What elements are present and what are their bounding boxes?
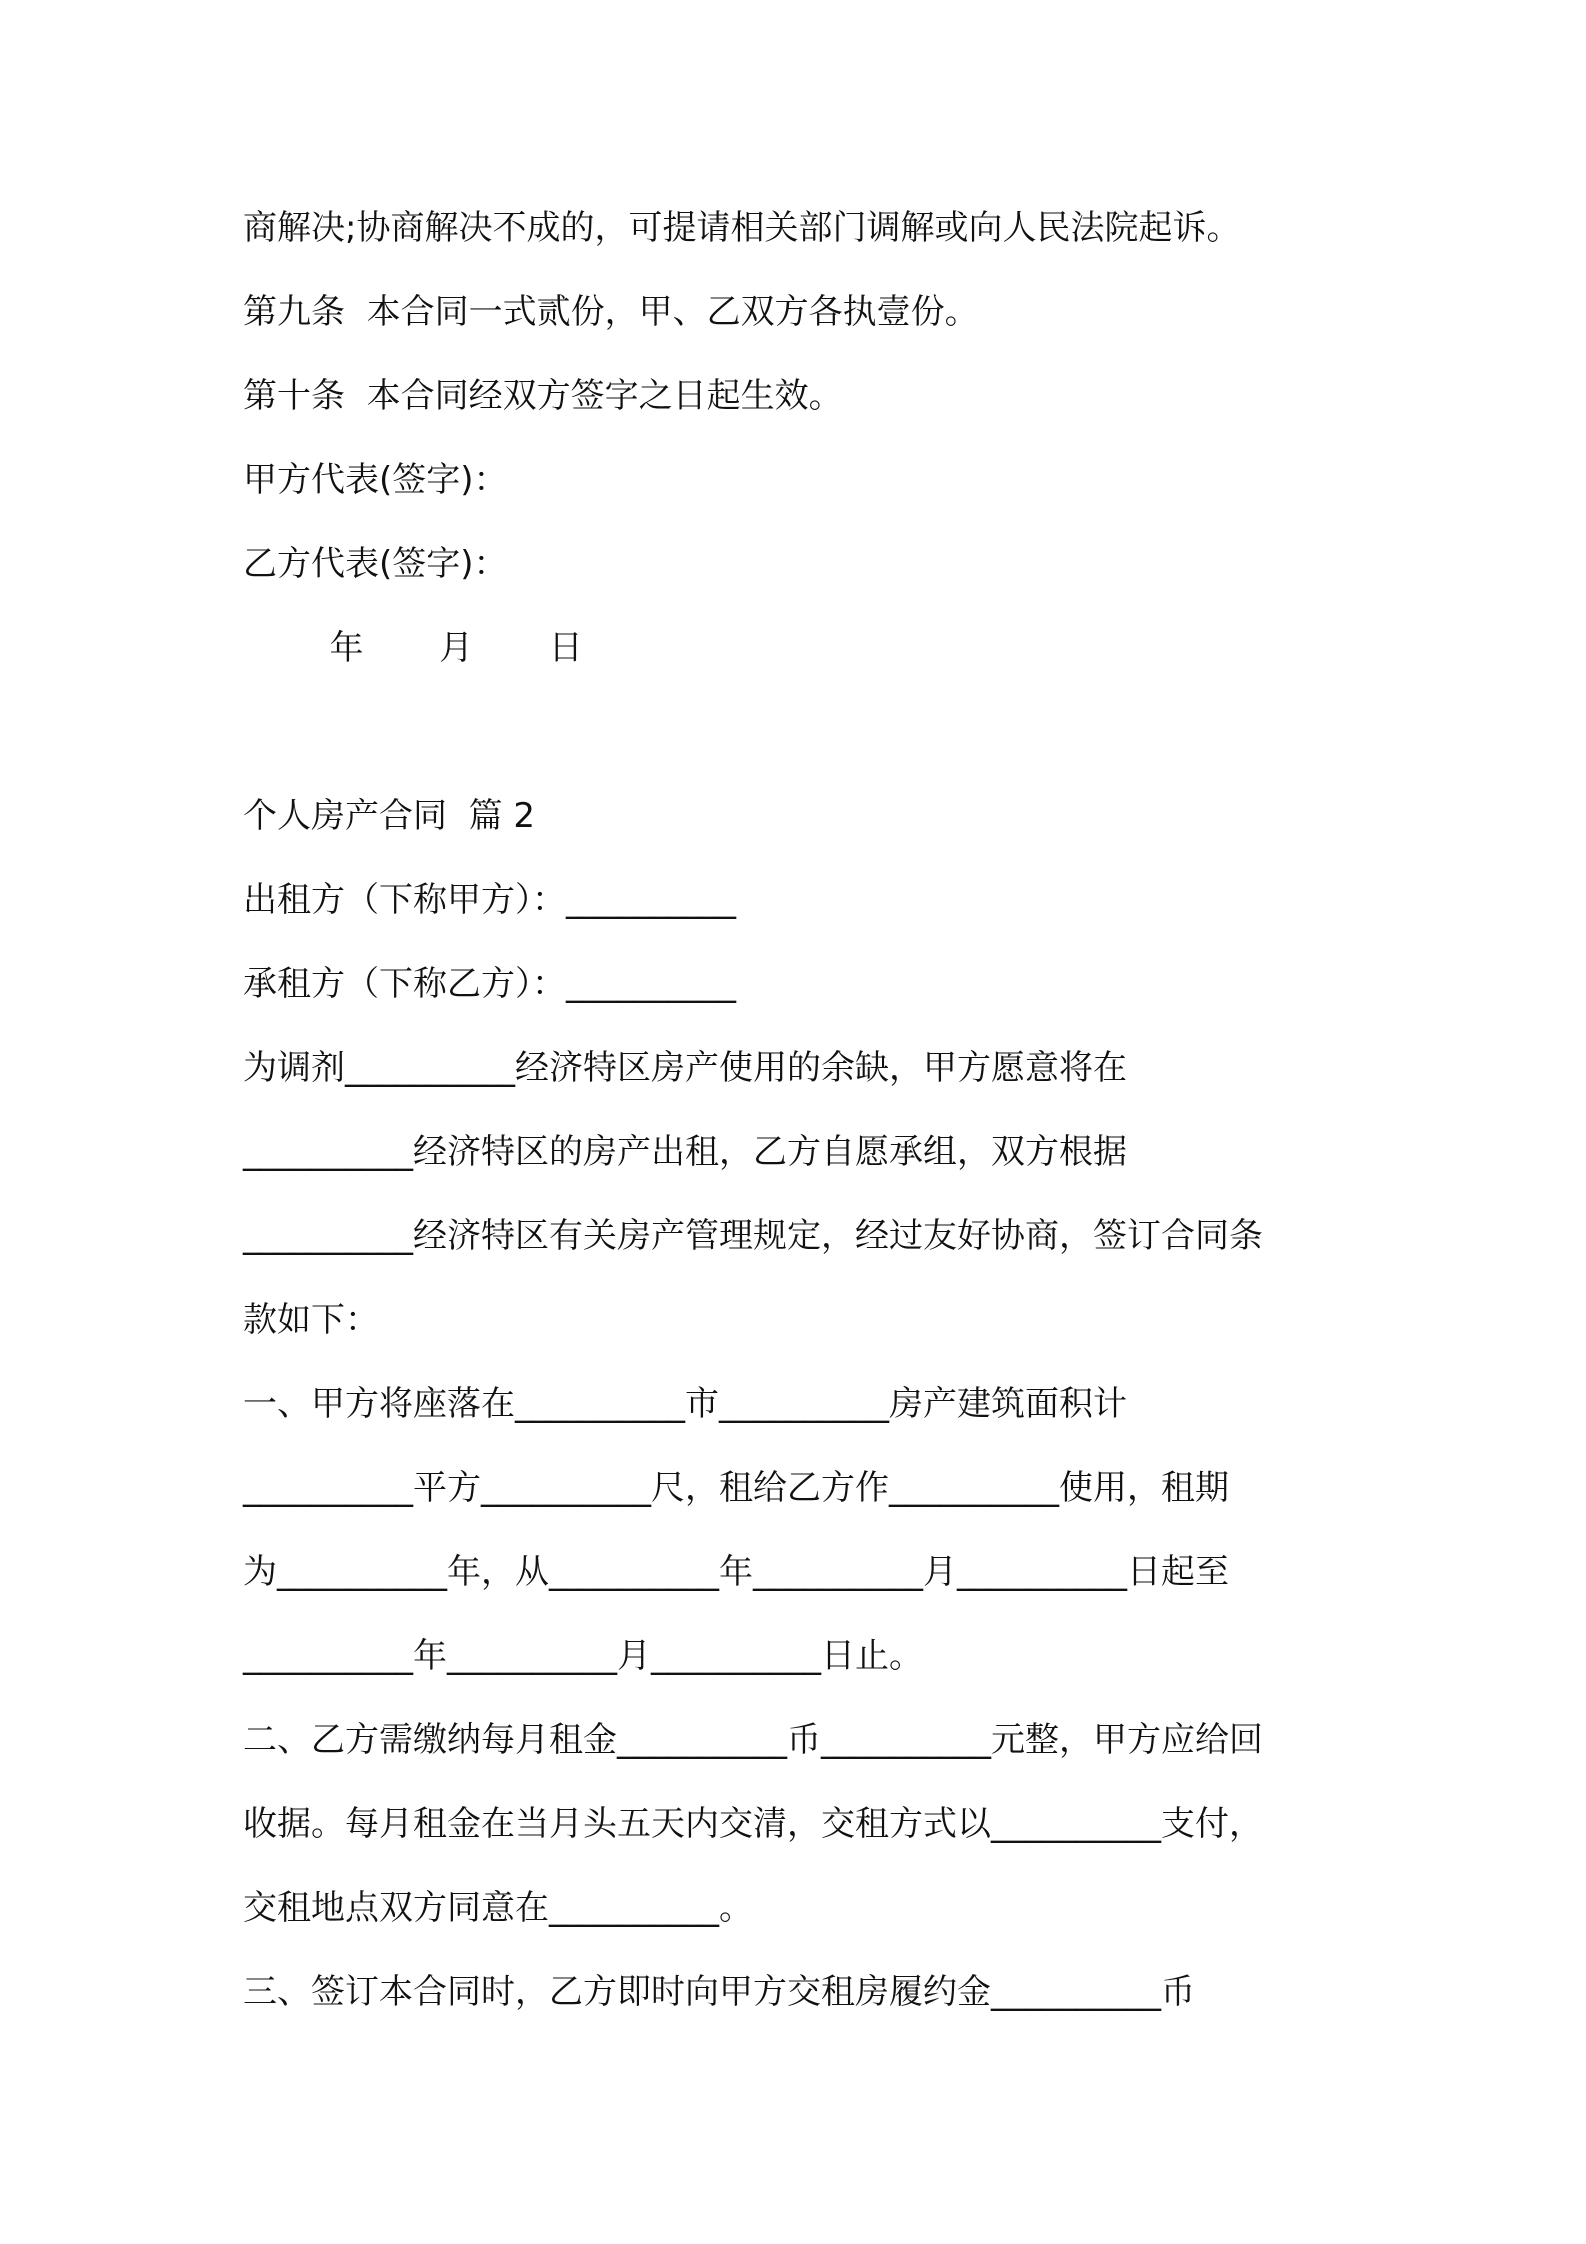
text-line: __________经济特区的房产出租，乙方自愿承组，双方根据 [243, 1132, 1127, 1172]
text-line: __________经济特区有关房产管理规定，经过友好协商，签订合同条 [243, 1216, 1263, 1256]
date-line: 年 月 日 [243, 628, 583, 668]
text-line: 为__________年，从__________年__________月__________日起至 [243, 1552, 1229, 1592]
text-line: 甲方代表(签字)： [243, 460, 508, 500]
text-line: 交租地点双方同意在__________。 [243, 1888, 753, 1928]
text-line: 承租方（下称乙方）：__________ [243, 964, 736, 1004]
text-line: 款如下： [243, 1300, 379, 1340]
text-line: __________平方__________尺，租给乙方作__________使用，租期 [243, 1468, 1229, 1508]
text-line: 收据。每月租金在当月头五天内交清，交租方式以__________支付， [243, 1804, 1263, 1844]
section-heading: 个人房产合同 篇 2 [243, 796, 536, 836]
text-line: 出租方（下称甲方）：__________ [243, 880, 736, 920]
text-line: 三、签订本合同时，乙方即时向甲方交租房履约金__________币 [243, 1972, 1195, 2012]
text-line: 乙方代表(签字)： [243, 544, 508, 584]
text-line: 为调剂__________经济特区房产使用的余缺，甲方愿意将在 [243, 1048, 1127, 1088]
text-line: 商解决;协商解决不成的，可提请相关部门调解或向人民法院起诉。 [243, 208, 1241, 248]
text-line: 第九条 本合同一式贰份，甲、乙双方各执壹份。 [243, 292, 979, 332]
text-line: __________年__________月__________日止。 [243, 1636, 923, 1676]
text-line: 二、乙方需缴纳每月租金__________币__________元整，甲方应给回 [243, 1720, 1263, 1760]
text-line: 第十条 本合同经双方签字之日起生效。 [243, 376, 843, 416]
text-line: 一、甲方将座落在__________市__________房产建筑面积计 [243, 1384, 1127, 1424]
